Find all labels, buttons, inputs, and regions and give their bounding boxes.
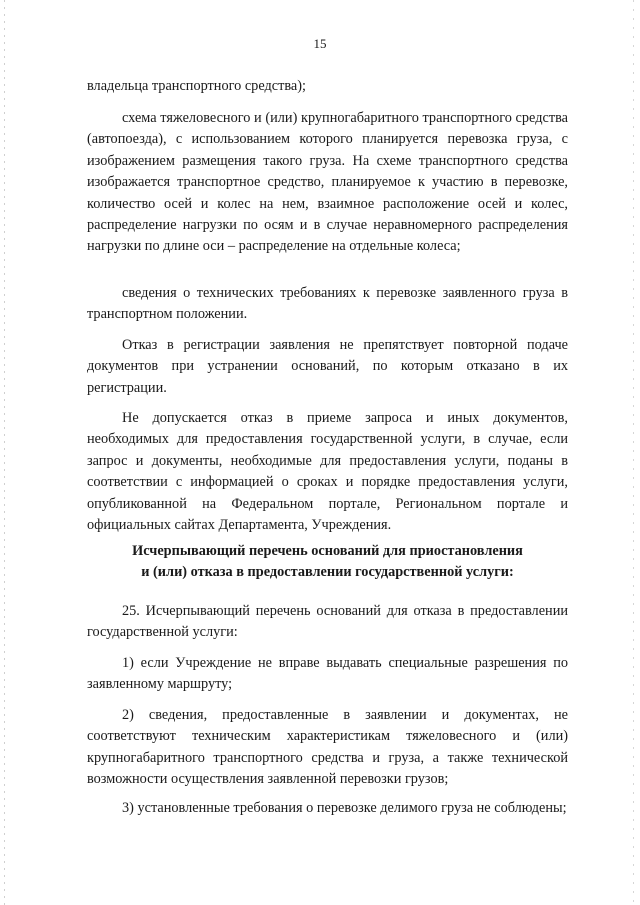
list-item-3: 3) установленные требования о перевозке делимого груза не соблюдены;: [122, 800, 567, 816]
scan-edge-left: [4, 0, 5, 905]
paragraph-vehicle-scheme: схема тяжеловесного и (или) крупногабаритного транспортного средства (автопоезда), с использованием которого планируется перевозка груза, с изображением размещения такого груза. На схеме транспортного средства изображается транспортное средство, планируемое к участию в перевозке, количество осей и колес на нем, взаимное расположение осей и колес, распределение нагрузки по осям и в случае неравномерного распределения нагрузки по длине оси – распределение на отдельные колеса;: [87, 110, 568, 255]
section-heading: [87, 541, 568, 583]
page-number: 15: [313, 36, 327, 51]
paragraph-technical-requirements: сведения о технических требованиях к перевозке заявленного груза в транспортном положении.: [87, 285, 568, 323]
paragraph-25-intro: 25. Исчерпывающий перечень оснований для отказа в предоставлении государственной услуги:: [87, 603, 568, 641]
list-item-2: 2) сведения, предоставленные в заявлении и документах, не соответствуют техническим характеристикам тяжеловесного и (или) крупногабаритного транспортного средства и груза, а также технической возможности осуществления заявленной перевозки грузов;: [87, 707, 568, 788]
paragraph-continuation: владельца транспортного средства);: [87, 78, 306, 94]
paragraph-no-refusal: Не допускается отказ в приеме запроса и иных документов, необходимых для предоставления государственной услуги, в случае, если запрос и документы, необходимые для предоставления услуги, поданы в соответствии с информацией о сроках и порядке предоставления услуги, опубликованной на Федеральном портале, Региональном портале и официальных сайтах Департамента, Учреждения.: [87, 410, 568, 534]
list-item-1: 1) если Учреждение не вправе выдавать специальные разрешения по заявленному маршруту;: [87, 655, 568, 693]
section-heading-line-2: и (или) отказа в предоставлении государственной услуги:: [141, 564, 514, 580]
section-heading-line-1: Исчерпывающий перечень оснований для приостановления: [132, 543, 523, 559]
paragraph-registration-refusal: Отказ в регистрации заявления не препятствует повторной подаче документов при устранении оснований, по которым отказано в их регистрации.: [87, 337, 568, 396]
scan-edge-right: [633, 0, 634, 905]
